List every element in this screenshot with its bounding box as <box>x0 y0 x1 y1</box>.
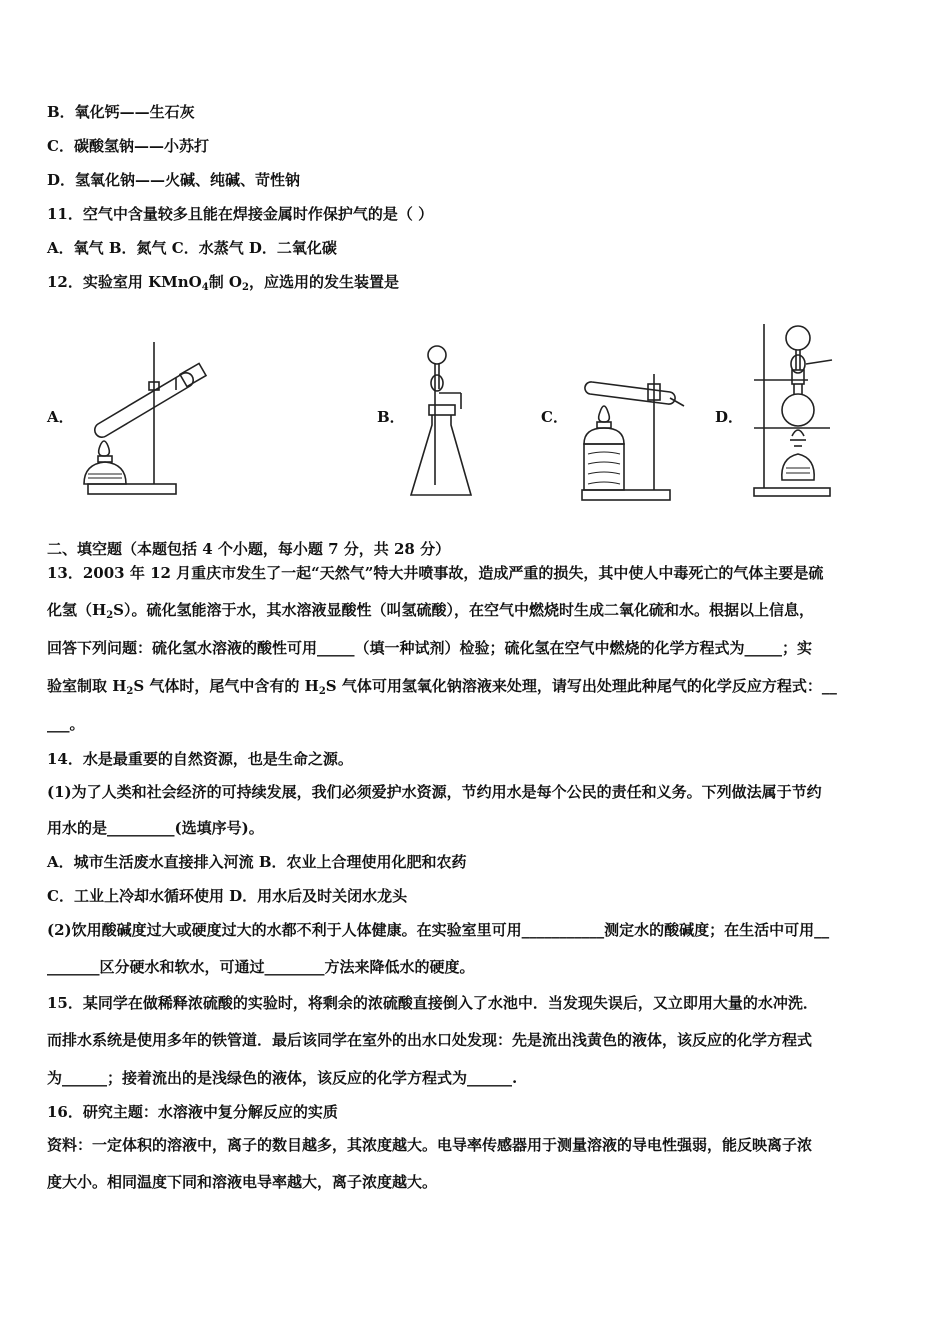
q15-line-1: 15．某同学在做稀释浓硫酸的实验时，将剩余的浓硫酸直接倒入了水池中．当发现失误后，又立即用大量的水冲洗． <box>47 994 818 1012</box>
q16-title: 16．研究主题：水溶液中复分解反应的实质 <box>47 1103 338 1121</box>
q13-line-4: 验室制取 $H_2S$ 气体时，尾气中含有的 $H_2S$ 气体可用氢氧化钠溶液来处理，请写出处理此种尾气的化学反应方程式：__ <box>47 677 837 697</box>
q14-title: 14．水是最重要的自然资源，也是生命之源。 <box>47 750 353 768</box>
q15-line-2: 而排水系统是使用多年的铁管道．最后该同学在室外的出水口处发现：先是流出浅黄色的液体，该反应的化学方程式 <box>47 1031 813 1049</box>
q12-option-b-label: B． <box>377 408 405 426</box>
q12-option-a-label: A． <box>47 408 74 426</box>
q13-line-2: 化氢$(H_2S)$。硫化氢能溶于水，其水溶液显酸性（叫氢硫酸），在空气中燃烧时生成二氧化硫和水。根据以上信息， <box>47 601 814 621</box>
section-2-heading: 二、填空题（本题包括 4 个小题，每小题 7 分，共 28 分） <box>47 540 451 558</box>
q16-line-1: 资料：一定体积的溶液中，离子的数目越多，其浓度越大。电导率传感器用于测量溶液的导电性强弱，能反映离子浓 <box>47 1136 813 1154</box>
q12-option-d-label: D． <box>715 408 744 426</box>
apparatus-a-diagram <box>78 338 218 498</box>
q13-line-3: 回答下列问题：硫化氢水溶液的酸性可用_____（填一种试剂）检验；硫化氢在空气中燃烧的化学方程式为_____；实 <box>47 639 813 657</box>
q14-part1-line-1: (1)为了人类和社会经济的可持续发展，我们必须爱护水资源，节约用水是每个公民的责任和义务。下列做法属于节约 <box>47 783 822 801</box>
q14-part1-line-2: 用水的是_________(选填序号)。 <box>47 819 264 837</box>
q11-options: A．氧气 B．氮气 C．水蒸气 D．二氧化碳 <box>47 239 337 257</box>
apparatus-d-diagram <box>750 320 840 500</box>
q12-stem: 12．实验室用 KMnO$_4$制 $O_2$，应选用的发生装置是 <box>47 273 399 293</box>
q12-option-c-label: C． <box>541 408 568 426</box>
q14-options-cd: C．工业上冷却水循环使用 D．用水后及时关闭水龙头 <box>47 887 408 905</box>
q13-line-1: 13．2003 年 12 月重庆市发生了一起“天然气”特大井喷事故，造成严重的损失，其中使人中毒死亡的气体主要是硫 <box>47 564 824 582</box>
q14-options-ab: A．城市生活废水直接排入河流 B．农业上合理使用化肥和农药 <box>47 853 467 871</box>
q14-part2-line-2: _______区分硬水和软水，可通过________方法来降低水的硬度。 <box>47 958 475 976</box>
q11-stem: 11．空气中含量较多且能在焊接金属时作保护气的是（ ） <box>47 205 434 223</box>
q10-option-d: D．氢氧化钠——火碱、纯碱、苛性钠 <box>47 171 301 189</box>
q10-option-b: B．氧化钙——生石灰 <box>47 103 195 121</box>
apparatus-c-diagram <box>578 370 698 505</box>
q14-part2-line-1: (2)饮用酸碱度过大或硬度过大的水都不利于人体健康。在实验室里可用___________测定水的酸碱度；在生活中可用__ <box>47 921 830 939</box>
q15-line-3: 为______；接着流出的是浅绿色的液体，该反应的化学方程式为______. <box>47 1069 518 1087</box>
apparatus-b-diagram <box>405 345 485 505</box>
q13-line-5: ___。 <box>47 715 85 733</box>
q16-line-2: 度大小。相同温度下同和溶液电导率越大，离子浓度越大。 <box>47 1173 438 1191</box>
q10-option-c: C．碳酸氢钠——小苏打 <box>47 137 209 155</box>
